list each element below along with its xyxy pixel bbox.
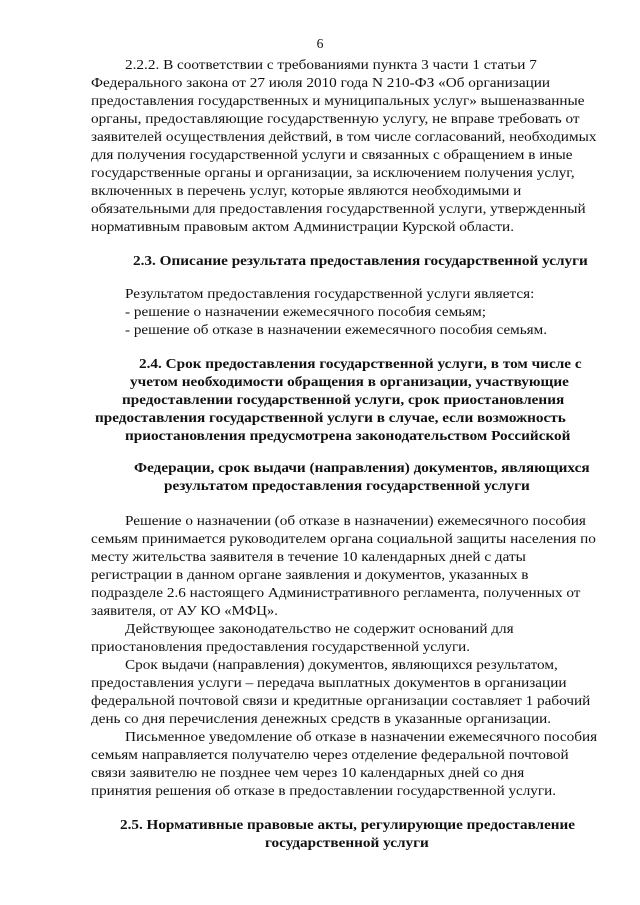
text-line: заявителей осуществления действий, в том числе согласований, необходимых bbox=[91, 129, 597, 144]
heading-line: результатом предоставления государственной услуги bbox=[164, 478, 530, 493]
text-line: принятия решения об отказе в предоставлении государственной услуги. bbox=[91, 783, 556, 798]
text-line: Действующее законодательство не содержит оснований для bbox=[125, 621, 514, 636]
heading-line: 2.3. Описание результата предоставления государственной услуги bbox=[133, 253, 588, 268]
heading-line: 2.5. Нормативные правовые акты, регулирующие предоставление bbox=[120, 817, 576, 832]
text-line: месту жительства заявителя в течение 10 календарных дней с даты bbox=[91, 549, 526, 564]
heading-line: государственной услуги bbox=[265, 835, 429, 850]
text-line: - решение о назначении ежемесячного пособия семьям; bbox=[125, 304, 486, 319]
heading-line: учетом необходимости обращения в организации, участвующие bbox=[130, 374, 569, 389]
heading-line: приостановления предусмотрена законодательством Российской bbox=[125, 428, 571, 443]
text-line: предоставления услуги – передача выплатных документов в организации bbox=[91, 675, 567, 690]
text-line: предоставления государственных и муниципальных услуг» вышеназванные bbox=[91, 93, 585, 108]
text-line: заявителя, от АУ КО «МФЦ». bbox=[91, 603, 278, 618]
text-line: семьям принимается руководителем органа социальной защиты населения по bbox=[91, 531, 596, 546]
text-line: Письменное уведомление об отказе в назначении ежемесячного пособия bbox=[125, 729, 598, 744]
text-line: Федерального закона от 27 июля 2010 года N 210-ФЗ «Об организации bbox=[91, 75, 551, 90]
heading-line: предоставлении государственной услуги, срок приостановления bbox=[122, 392, 565, 407]
text-line: регистрации в данном органе заявления и документов, указанных в bbox=[91, 567, 529, 582]
text-line: семьям направляется получателю через отделение федеральной почтовой bbox=[91, 747, 569, 762]
text-line: день со дня перечисления денежных средств в указанные организации. bbox=[91, 711, 552, 726]
text-line: - решение об отказе в назначении ежемесячного пособия семьям. bbox=[125, 322, 548, 337]
text-line: федеральной почтовой связи и кредитные организации составляет 1 рабочий bbox=[91, 693, 591, 708]
text-line: 2.2.2. В соответствии с требованиями пункта 3 части 1 статьи 7 bbox=[125, 57, 537, 72]
heading-line: предоставления государственной услуги в случае, если возможность bbox=[95, 410, 566, 425]
text-line: для получения государственной услуги и связанных с обращением в иные bbox=[91, 147, 573, 162]
heading-line: 2.4. Срок предоставления государственной услуги, в том числе с bbox=[139, 356, 582, 371]
text-line: включенных в перечень услуг, которые являются необходимыми и bbox=[91, 183, 522, 198]
text-line: обязательными для предоставления государственной услуги, утвержденный bbox=[91, 201, 586, 216]
text-line: приостановления предоставления государственной услуги. bbox=[91, 639, 471, 654]
heading-line: Федерации, срок выдачи (направления) документов, являющихся bbox=[134, 460, 590, 475]
text-line: органы, предоставляющие государственную услугу, не вправе требовать от bbox=[91, 111, 580, 126]
text-line: связи заявителю не позднее чем через 10 календарных дней со дня bbox=[91, 765, 525, 780]
text-line: государственные органы и организации, за исключением получения услуг, bbox=[91, 165, 575, 180]
page-number: 6 bbox=[316, 36, 324, 51]
text-line: нормативным правовым актом Администрации Курской области. bbox=[91, 219, 515, 234]
text-line: Срок выдачи (направления) документов, являющихся результатом, bbox=[125, 657, 558, 672]
text-line: Решение о назначении (об отказе в назначении) ежемесячного пособия bbox=[125, 513, 586, 528]
text-line: Результатом предоставления государственной услуги является: bbox=[125, 286, 535, 301]
text-line: подразделе 2.6 настоящего Административного регламента, полученных от bbox=[91, 585, 581, 600]
